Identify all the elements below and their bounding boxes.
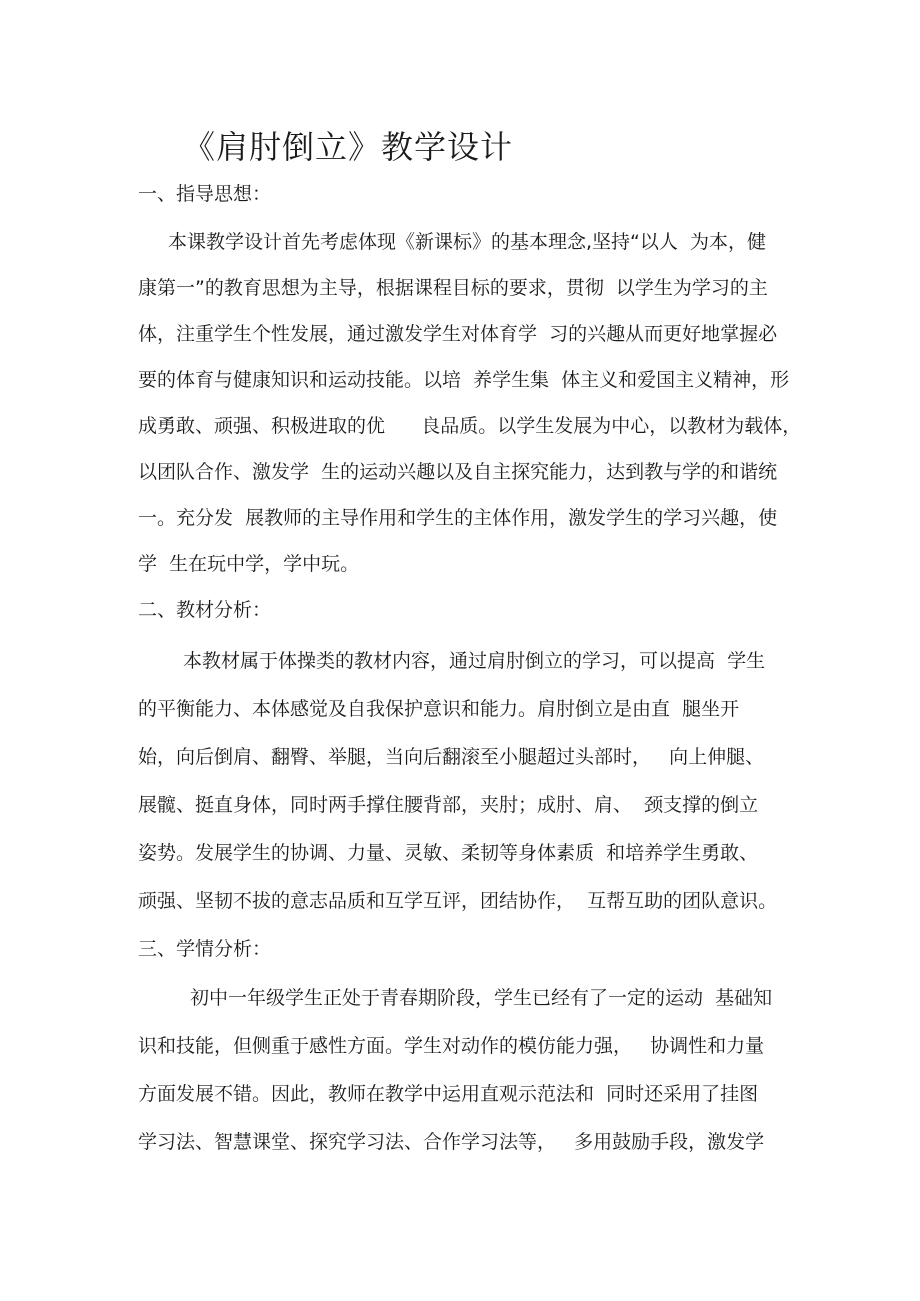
section-heading: 三、学情分析： bbox=[138, 938, 272, 960]
paragraph-line: 体，注重学生个性发展，通过激发学生对体育学 习的兴趣从而更好地掌握必 bbox=[138, 323, 778, 345]
paragraph-line: 成勇敢、顽强、积极进取的优 良品质。以学生发展为中心，以教材为载体， bbox=[138, 415, 802, 437]
paragraph-line: 姿势。发展学生的协调、力量、灵敏、柔韧等身体素质 和培养学生勇敢、 bbox=[138, 842, 759, 864]
paragraph-line: 顽强、坚韧不拔的意志品质和互学互评，团结协作， 互帮互助的团队意识。 bbox=[138, 890, 778, 912]
paragraph-line: 本教材属于体操类的教材内容，通过肩肘倒立的学习，可以提高 学生 bbox=[183, 650, 766, 672]
paragraph-line: 方面发展不错。因此，教师在教学中运用直观示范法和 同时还采用了挂图 bbox=[138, 1083, 759, 1105]
section-heading: 一、指导思想： bbox=[138, 183, 272, 205]
paragraph-line: 学习法、智慧课堂、探究学习法、合作学习法等， 多用鼓励手段，激发学 bbox=[138, 1131, 765, 1153]
page-title: 《肩肘倒立》教学设计 bbox=[183, 128, 514, 166]
paragraph-line: 要的体育与健康知识和运动技能。以培 养学生集 体主义和爱国主义精神，形 bbox=[138, 369, 790, 391]
paragraph-line: 识和技能，但侧重于感性方面。学生对动作的模仿能力强， 协调性和力量 bbox=[138, 1035, 765, 1057]
paragraph-line: 以团队合作、激发学 生的运动兴趣以及自主探究能力，达到教与学的和谐统 bbox=[138, 461, 778, 483]
paragraph-line: 本课教学设计首先考虑体现《新课标》的基本理念,坚持“以人 为本，健 bbox=[168, 231, 766, 253]
paragraph-line: 学 生在玩中学，学中玩。 bbox=[138, 553, 360, 575]
paragraph-line: 始，向后倒肩、翻臀、举腿，当向后翻滚至小腿超过头部时， 向上伸腿、 bbox=[138, 746, 765, 768]
paragraph-line: 康第一”的教育思想为主导，根据课程目标的要求，贯彻 以学生为学习的主 bbox=[138, 277, 768, 299]
paragraph-line: 展髋、挺直身体，同时两手撑住腰背部，夹肘；成肘、肩、 颈支撑的倒立 bbox=[138, 794, 759, 816]
paragraph-line: 的平衡能力、本体感觉及自我保护意识和能力。肩肘倒立是由直 腿坐开 bbox=[138, 698, 740, 720]
section-heading: 二、教材分析： bbox=[138, 599, 272, 621]
paragraph-line: 一。充分发 展教师的主导作用和学生的主体作用，激发学生的学习兴趣，使 bbox=[138, 507, 778, 529]
paragraph-line: 初中一年级学生正处于青春期阶段，学生已经有了一定的运动 基础知 bbox=[190, 987, 773, 1009]
